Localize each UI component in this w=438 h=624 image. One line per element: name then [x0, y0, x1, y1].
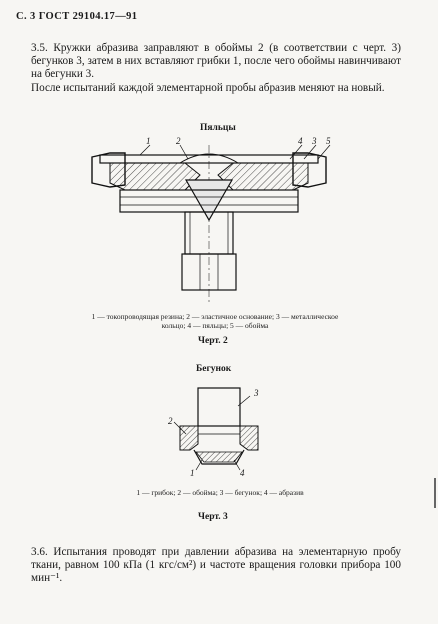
- fig1-callout-1: 1: [146, 136, 151, 146]
- fig2-callout-3: 3: [254, 388, 259, 398]
- figure-1-drawing: [0, 135, 438, 310]
- fig1-callout-4: 4: [298, 136, 303, 146]
- figure-2-legend: 1 — грибок; 2 — обойма; 3 — бегунок; 4 — абразив: [136, 488, 304, 497]
- paragraph-after-test: После испытаний каждой элементарной пробы абразив меняют на новый.: [31, 82, 385, 94]
- figure-2-caption: Черт. 3: [198, 512, 228, 522]
- page-header: С. 3 ГОСТ 29104.17—91: [16, 11, 138, 22]
- fig1-callout-2: 2: [176, 136, 181, 146]
- fig2-callout-2: 2: [168, 416, 173, 426]
- paragraph-3-5: 3.5. Кружки абразива заправляют в обоймы 2 (в соответствии с черт. 3) бегунков 3, затем в них вставляют грибки 1, после чего обоймы навинчивают на бегунки 3.: [31, 42, 401, 81]
- figure-1-legend: 1 — токопроводящая резина; 2 — эластичное основание; 3 — металлическое кольцо; 4 — пяльцы; 5 — обойма: [91, 312, 339, 330]
- fig1-callout-3: 3: [312, 136, 317, 146]
- fig2-callout-1: 1: [190, 468, 195, 478]
- fig1-callout-5: 5: [326, 136, 331, 146]
- figure-1-title: Пяльцы: [200, 123, 236, 133]
- figure-1-caption: Черт. 2: [198, 336, 228, 346]
- fig2-callout-4: 4: [240, 468, 245, 478]
- figure-2-title: Бегунок: [196, 364, 232, 374]
- figure-2-drawing: [0, 378, 438, 488]
- edge-scan-mark: [434, 478, 436, 508]
- paragraph-3-6: 3.6. Испытания проводят при давлении абразива на элементарную пробу ткани, равном 100 кПа (1 кгс/см²) и частоте вращения головки прибора 100 мин⁻¹.: [31, 546, 401, 585]
